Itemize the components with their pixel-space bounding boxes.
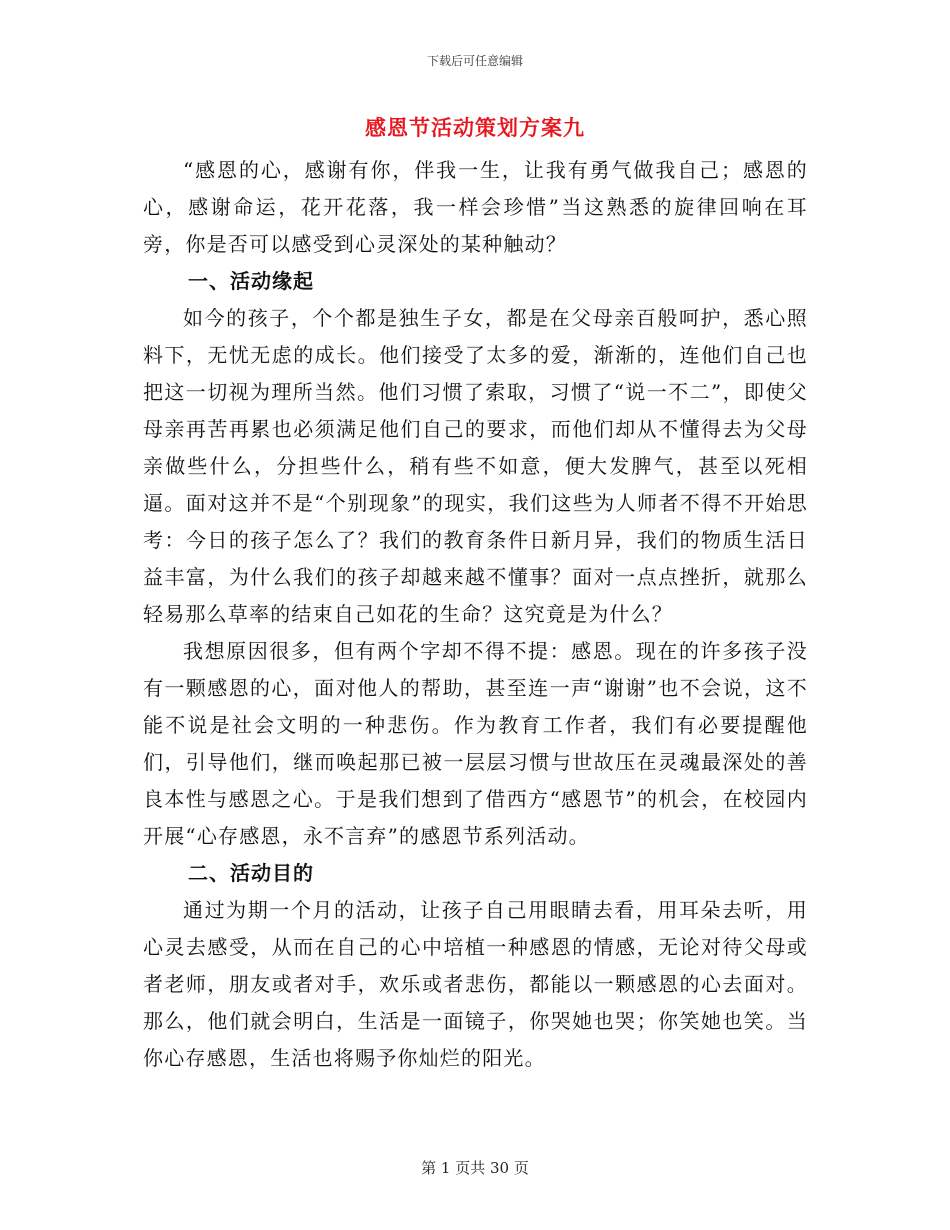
intro-paragraph: “感恩的心，感谢有你，伴我一生，让我有勇气做我自己；感恩的心，感谢命运，花开花落，我一样会珍惜”当这熟悉的旋律回响在耳旁，你是否可以感受到心灵深处的某种触动？	[143, 158, 808, 256]
header-note: 下载后可任意编辑	[426, 54, 523, 68]
origin-paragraph-1: 如今的孩子，个个都是独生子女，都是在父母亲百般呵护，悉心照料下，无忧无虑的成长。他们接受了太多的爱，渐渐的，连他们自己也把这一切视为理所当然。他们习惯了索取，习惯了“说一不二”，即使父母亲再苦再累也必须满足他们自己的要求，而他们却从不懂得去为父母亲做些什么，分担些什么，稍有些不如意，便大发脾气，甚至以死相逼。面对这并不是“个别现象”的现实，我们这些为人师者不得不开始思考：今日的孩子怎么了？我们的教育条件日新月异，我们的物质生活日益丰富，为什么我们的孩子却越来越不懂事？面对一点点挫折，就那么轻易那么草率的结束自己如花的生命？这究竟是为什么？	[143, 306, 808, 626]
page-footer: 第 1 页共 30 页	[421, 1159, 529, 1177]
document-title: 感恩节活动策划方案九	[365, 116, 585, 140]
origin-paragraph-2: 我想原因很多，但有两个字却不得不提：感恩。现在的许多孩子没有一颗感恩的心，面对他人的帮助，甚至连一声“谢谢”也不会说，这不能不说是社会文明的一种悲伤。作为教育工作者，我们有必要提醒他们，引导他们，继而唤起那已被一层层习惯与世故压在灵魂最深处的善良本性与感恩之心。于是我们想到了借西方“感恩节”的机会，在校园内开展“心存感恩，永不言弃”的感恩节系列活动。	[143, 639, 808, 848]
purpose-paragraph: 通过为期一个月的活动，让孩子自己用眼睛去看，用耳朵去听，用心灵去感受，从而在自己的心中培植一种感恩的情感，无论对待父母或者老师，朋友或者对手，欢乐或者悲伤，都能以一颗感恩的心去面对。那么，他们就会明白，生活是一面镜子，你哭她也哭；你笑她也笑。当你心存感恩，生活也将赐予你灿烂的阳光。	[143, 898, 808, 1070]
section-heading-origin: 一、活动缘起	[188, 269, 314, 293]
document-body	[143, 152, 808, 1077]
section-heading-purpose: 二、活动目的	[188, 861, 314, 885]
